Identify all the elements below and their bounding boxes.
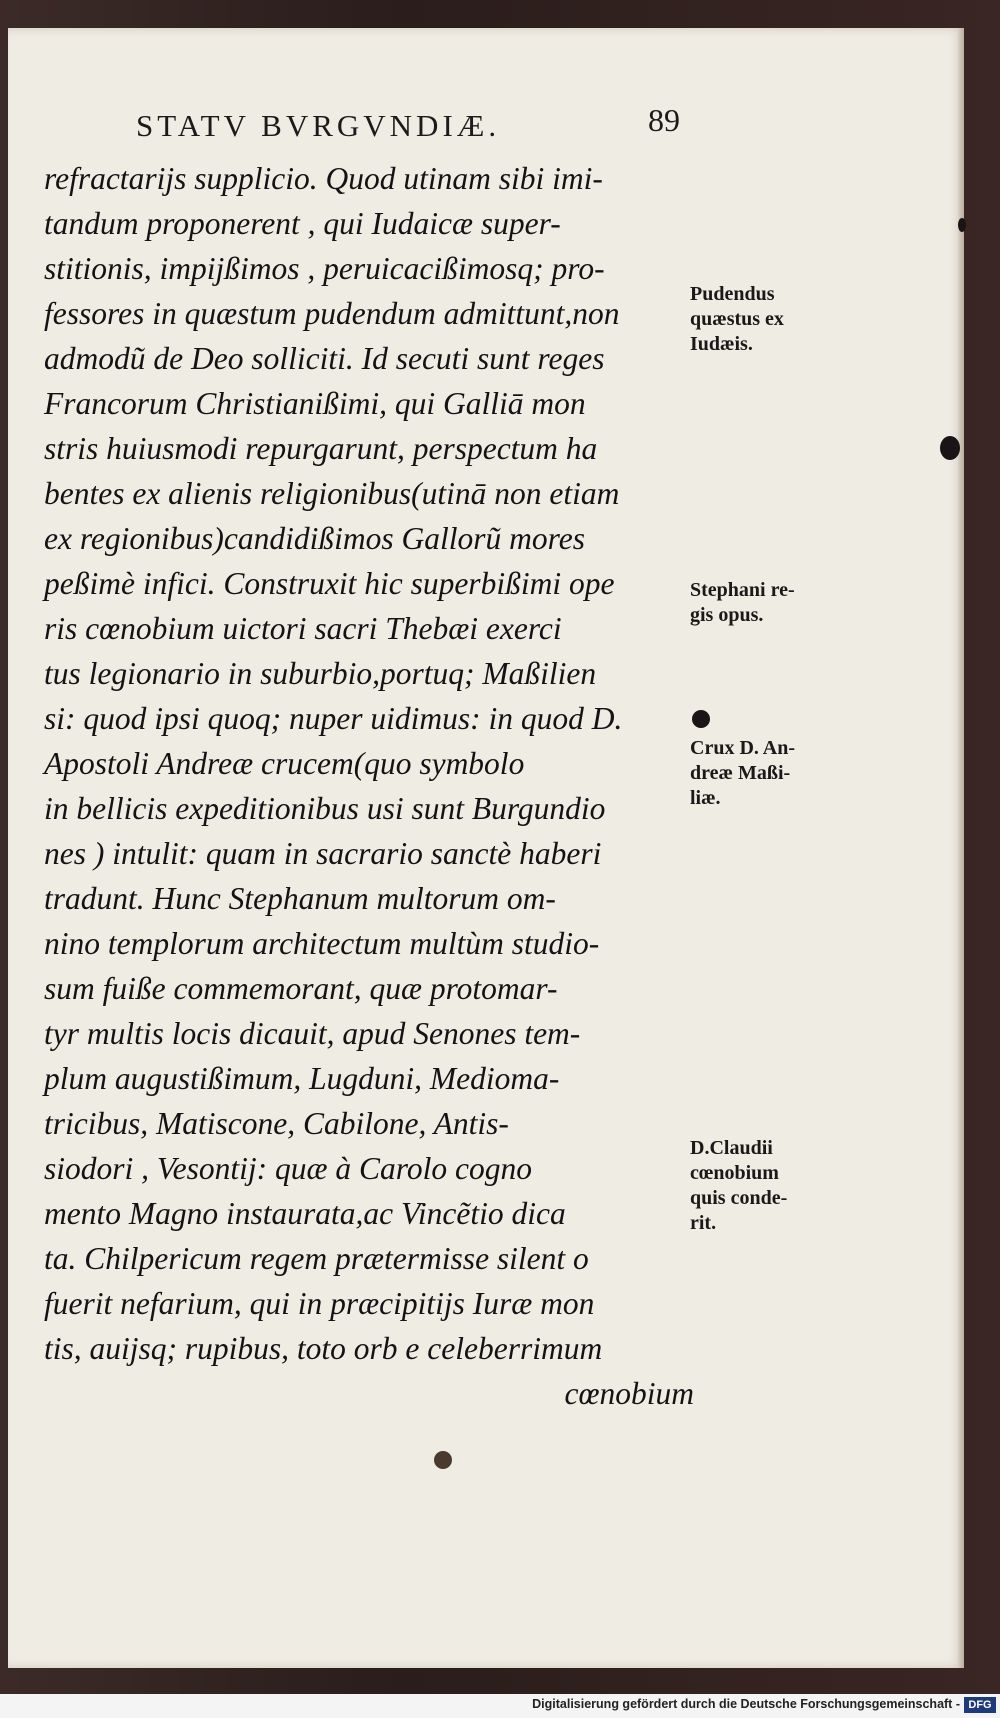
ink-blot <box>958 218 966 232</box>
text-line: peßimè infici. Construxit hic superbißimi ope <box>44 566 615 601</box>
text-line: ris cœnobium uictori sacri Thebæi exerci <box>44 611 562 646</box>
marginal-line: gis opus. <box>690 604 764 626</box>
text-line: tis, auijsq; rupibus, toto orb e celeberrimum <box>44 1331 603 1366</box>
text-line: stris huiusmodi repurgarunt, perspectum ha <box>44 431 598 466</box>
marginal-line: Pudendus <box>690 283 775 305</box>
text-line: Francorum Christianißimi, qui Galliā mon <box>44 386 586 421</box>
ink-blot <box>692 710 710 728</box>
marginal-line: rit. <box>690 1212 717 1234</box>
marginal-line: liæ. <box>690 787 721 809</box>
footer-credit: Digitalisierung gefördert durch die Deutsche Forschungsgemeinschaft - <box>532 1697 960 1711</box>
text-line: mento Magno instaurata,ac Vincẽtio dica <box>44 1196 566 1231</box>
running-head: STATV BVRGVNDIÆ. <box>136 108 501 143</box>
text-line: nino templorum architectum multùm studio- <box>44 926 600 961</box>
main-text-block <box>44 156 694 1416</box>
ink-blot <box>940 436 960 460</box>
text-line: tyr multis locis dicauit, apud Senones tem- <box>44 1016 581 1051</box>
text-line: tus legionario in suburbio,portuq; Maßilien <box>44 656 597 691</box>
marginal-line: Stephani re- <box>690 579 795 601</box>
text-line: nes ) intulit: quam in sacrario sanctè haberi <box>44 836 602 871</box>
text-line: bentes ex alienis religionibus(utinā non etiam <box>44 476 620 511</box>
marginal-line: Crux D. An- <box>690 737 796 759</box>
marginal-line: quis conde- <box>690 1187 788 1209</box>
marginal-note-stephani <box>690 578 840 628</box>
text-line: tandum proponerent , qui Iudaicæ super- <box>44 206 561 241</box>
text-line: tradunt. Hunc Stephanum multorum om- <box>44 881 556 916</box>
page-header <box>128 78 688 143</box>
page-edge <box>958 28 964 1668</box>
text-line: fessores in quæstum pudendum admittunt,non <box>44 296 620 331</box>
catchword: cœnobium <box>564 1376 694 1411</box>
marginal-line: D.Claudii <box>690 1137 773 1159</box>
text-line: Apostoli Andreæ crucem(quo symbolo <box>44 746 525 781</box>
text-line: siodori , Vesontij: quæ à Carolo cogno <box>44 1151 532 1186</box>
marginal-line: Iudæis. <box>690 333 753 355</box>
marginal-line: cœnobium <box>690 1162 779 1184</box>
footer-bar <box>0 1694 1000 1718</box>
text-line: fuerit nefarium, qui in præcipitijs Iuræ mon <box>44 1286 595 1321</box>
text-line: refractarijs supplicio. Quod utinam sibi imi- <box>44 161 603 196</box>
marginal-note-claudii <box>690 1136 840 1236</box>
marginal-line: quæstus ex <box>690 308 784 330</box>
marginal-note-crux <box>690 736 840 811</box>
text-line: stitionis, impijßimos , peruicacißimosq; pro- <box>44 251 605 286</box>
text-line: ta. Chilpericum regem prætermisse silent o <box>44 1241 589 1276</box>
text-line: admodũ de Deo solliciti. Id secuti sunt reges <box>44 341 605 376</box>
text-line: plum augustißimum, Lugduni, Medioma- <box>44 1061 560 1096</box>
ink-blot <box>434 1451 452 1469</box>
text-line: in bellicis expeditionibus usi sunt Burgundio <box>44 791 606 826</box>
marginal-note-pudendus <box>690 282 840 357</box>
page-number: 89 <box>648 102 680 138</box>
text-line: ex regionibus)candidißimos Gallorũ mores <box>44 521 585 556</box>
text-line: sum fuiße commemorant, quæ protomar- <box>44 971 558 1006</box>
dfg-logo-icon: DFG <box>964 1697 996 1713</box>
text-line: si: quod ipsi quoq; nuper uidimus: in quod D. <box>44 701 623 736</box>
text-line: tricibus, Matiscone, Cabilone, Antis- <box>44 1106 509 1141</box>
marginal-line: dreæ Maßi- <box>690 762 791 784</box>
